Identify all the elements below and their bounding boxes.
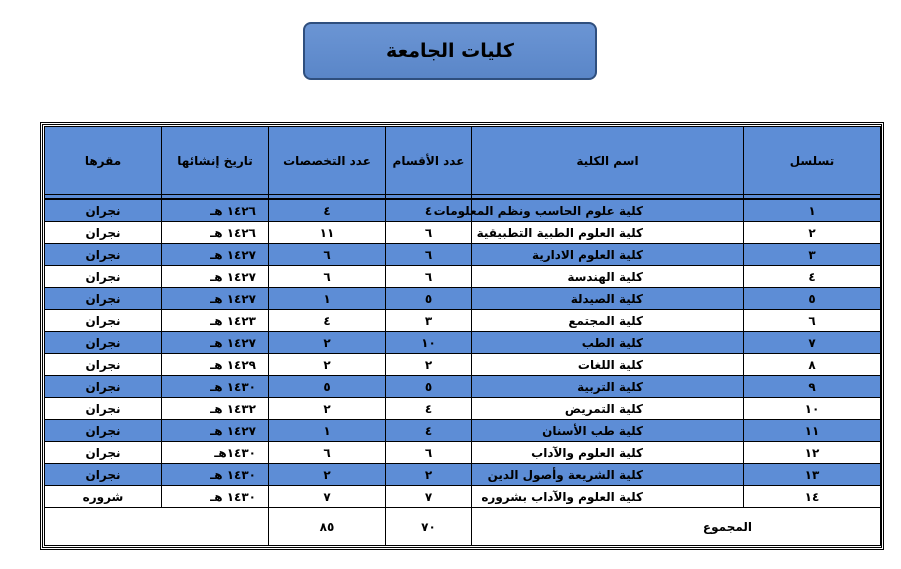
totals-specializations: ٨٥ [269, 508, 386, 546]
cell-specializations: ١ [269, 288, 386, 310]
cell-departments: ٦ [386, 222, 472, 244]
header-departments: عدد الأقسام [386, 127, 472, 195]
cell-founded: ١٤٢٧ هـ [162, 266, 269, 288]
cell-departments: ٦ [386, 244, 472, 266]
cell-college: كلية الصيدلة [472, 288, 744, 310]
cell-serial: ٤ [744, 266, 881, 288]
table-row [45, 420, 881, 442]
header-serial: تسلسل [744, 127, 881, 195]
cell-college: كلية طب الأسنان [472, 420, 744, 442]
cell-serial: ٣ [744, 244, 881, 266]
header-college: اسم الكلية [472, 127, 744, 195]
cell-serial: ١٤ [744, 486, 881, 508]
table-row [45, 288, 881, 310]
table-row [45, 222, 881, 244]
cell-college: كلية الطب [472, 332, 744, 354]
cell-founded: ١٤٢٣ هـ [162, 310, 269, 332]
cell-departments: ٥ [386, 376, 472, 398]
cell-departments: ٧ [386, 486, 472, 508]
cell-location: نجران [45, 354, 162, 376]
cell-departments: ٦ [386, 442, 472, 464]
cell-serial: ٥ [744, 288, 881, 310]
cell-location: نجران [45, 442, 162, 464]
cell-departments: ٤ [386, 398, 472, 420]
cell-departments: ٥ [386, 288, 472, 310]
cell-serial: ١٠ [744, 398, 881, 420]
cell-founded: ١٤٣٠هـ [162, 442, 269, 464]
table-row [45, 442, 881, 464]
header-specializations: عدد التخصصات [269, 127, 386, 195]
cell-location: نجران [45, 244, 162, 266]
cell-specializations: ٦ [269, 244, 386, 266]
cell-location: نجران [45, 199, 162, 222]
cell-departments: ١٠ [386, 332, 472, 354]
cell-departments: ٤ [386, 420, 472, 442]
cell-college: كلية العلوم الطبية التطبيقية [472, 222, 744, 244]
cell-specializations: ١ [269, 420, 386, 442]
cell-location: نجران [45, 310, 162, 332]
cell-college: كلية الشريعة وأصول الدين [472, 464, 744, 486]
cell-serial: ١١ [744, 420, 881, 442]
cell-location: نجران [45, 376, 162, 398]
cell-specializations: ٦ [269, 442, 386, 464]
table-body [45, 199, 881, 508]
totals-departments: ٧٠ [386, 508, 472, 546]
cell-location: نجران [45, 288, 162, 310]
cell-serial: ٢ [744, 222, 881, 244]
cell-serial: ٩ [744, 376, 881, 398]
cell-specializations: ٢ [269, 464, 386, 486]
cell-specializations: ٦ [269, 266, 386, 288]
cell-location: شروره [45, 486, 162, 508]
cell-college: كلية العلوم والآداب بشروره [472, 486, 744, 508]
cell-departments: ٤ [386, 199, 472, 222]
totals-label: المجموع [472, 508, 881, 546]
table-row [45, 398, 881, 420]
totals-empty [45, 508, 269, 546]
table-row [45, 376, 881, 398]
cell-specializations: ٤ [269, 310, 386, 332]
cell-founded: ١٤٢٧ هـ [162, 288, 269, 310]
page-title: كليات الجامعة [303, 22, 597, 80]
cell-departments: ٢ [386, 464, 472, 486]
colleges-table-frame [40, 122, 884, 550]
cell-serial: ١ [744, 199, 881, 222]
table-row [45, 464, 881, 486]
cell-founded: ١٤٢٦ هـ [162, 222, 269, 244]
cell-founded: ١٤٢٦ هـ [162, 199, 269, 222]
table-row [45, 332, 881, 354]
cell-location: نجران [45, 420, 162, 442]
table-row [45, 244, 881, 266]
cell-college: كلية التمريض [472, 398, 744, 420]
cell-college: كلية العلوم الادارية [472, 244, 744, 266]
cell-founded: ١٤٣٢ هـ [162, 398, 269, 420]
cell-founded: ١٤٣٠ هـ [162, 464, 269, 486]
cell-departments: ٣ [386, 310, 472, 332]
cell-location: نجران [45, 222, 162, 244]
table-row [45, 310, 881, 332]
cell-location: نجران [45, 464, 162, 486]
table-row [45, 266, 881, 288]
cell-specializations: ٧ [269, 486, 386, 508]
table-header-row [45, 127, 881, 195]
cell-specializations: ٢ [269, 332, 386, 354]
cell-college: كلية الهندسة [472, 266, 744, 288]
cell-specializations: ٤ [269, 199, 386, 222]
header-founded: تاريخ إنشائها [162, 127, 269, 195]
colleges-table [44, 126, 881, 546]
cell-departments: ٦ [386, 266, 472, 288]
cell-location: نجران [45, 398, 162, 420]
cell-specializations: ٢ [269, 354, 386, 376]
cell-founded: ١٤٣٠ هـ [162, 486, 269, 508]
cell-serial: ٨ [744, 354, 881, 376]
cell-specializations: ٢ [269, 398, 386, 420]
cell-founded: ١٤٢٧ هـ [162, 420, 269, 442]
cell-location: نجران [45, 332, 162, 354]
cell-serial: ١٣ [744, 464, 881, 486]
cell-college: كلية اللغات [472, 354, 744, 376]
cell-location: نجران [45, 266, 162, 288]
cell-serial: ٦ [744, 310, 881, 332]
cell-college: كلية المجتمع [472, 310, 744, 332]
cell-serial: ١٢ [744, 442, 881, 464]
cell-founded: ١٤٢٧ هـ [162, 332, 269, 354]
cell-founded: ١٤٢٩ هـ [162, 354, 269, 376]
totals-row [45, 508, 881, 546]
cell-college: كلية التربية [472, 376, 744, 398]
cell-college: كلية علوم الحاسب ونظم المعلومات [472, 199, 744, 222]
cell-departments: ٢ [386, 354, 472, 376]
cell-specializations: ١١ [269, 222, 386, 244]
cell-founded: ١٤٢٧ هـ [162, 244, 269, 266]
table-row [45, 486, 881, 508]
table-row [45, 199, 881, 222]
header-location: مقرها [45, 127, 162, 195]
cell-college: كلية العلوم والآداب [472, 442, 744, 464]
cell-specializations: ٥ [269, 376, 386, 398]
cell-founded: ١٤٣٠ هـ [162, 376, 269, 398]
table-row [45, 354, 881, 376]
cell-serial: ٧ [744, 332, 881, 354]
